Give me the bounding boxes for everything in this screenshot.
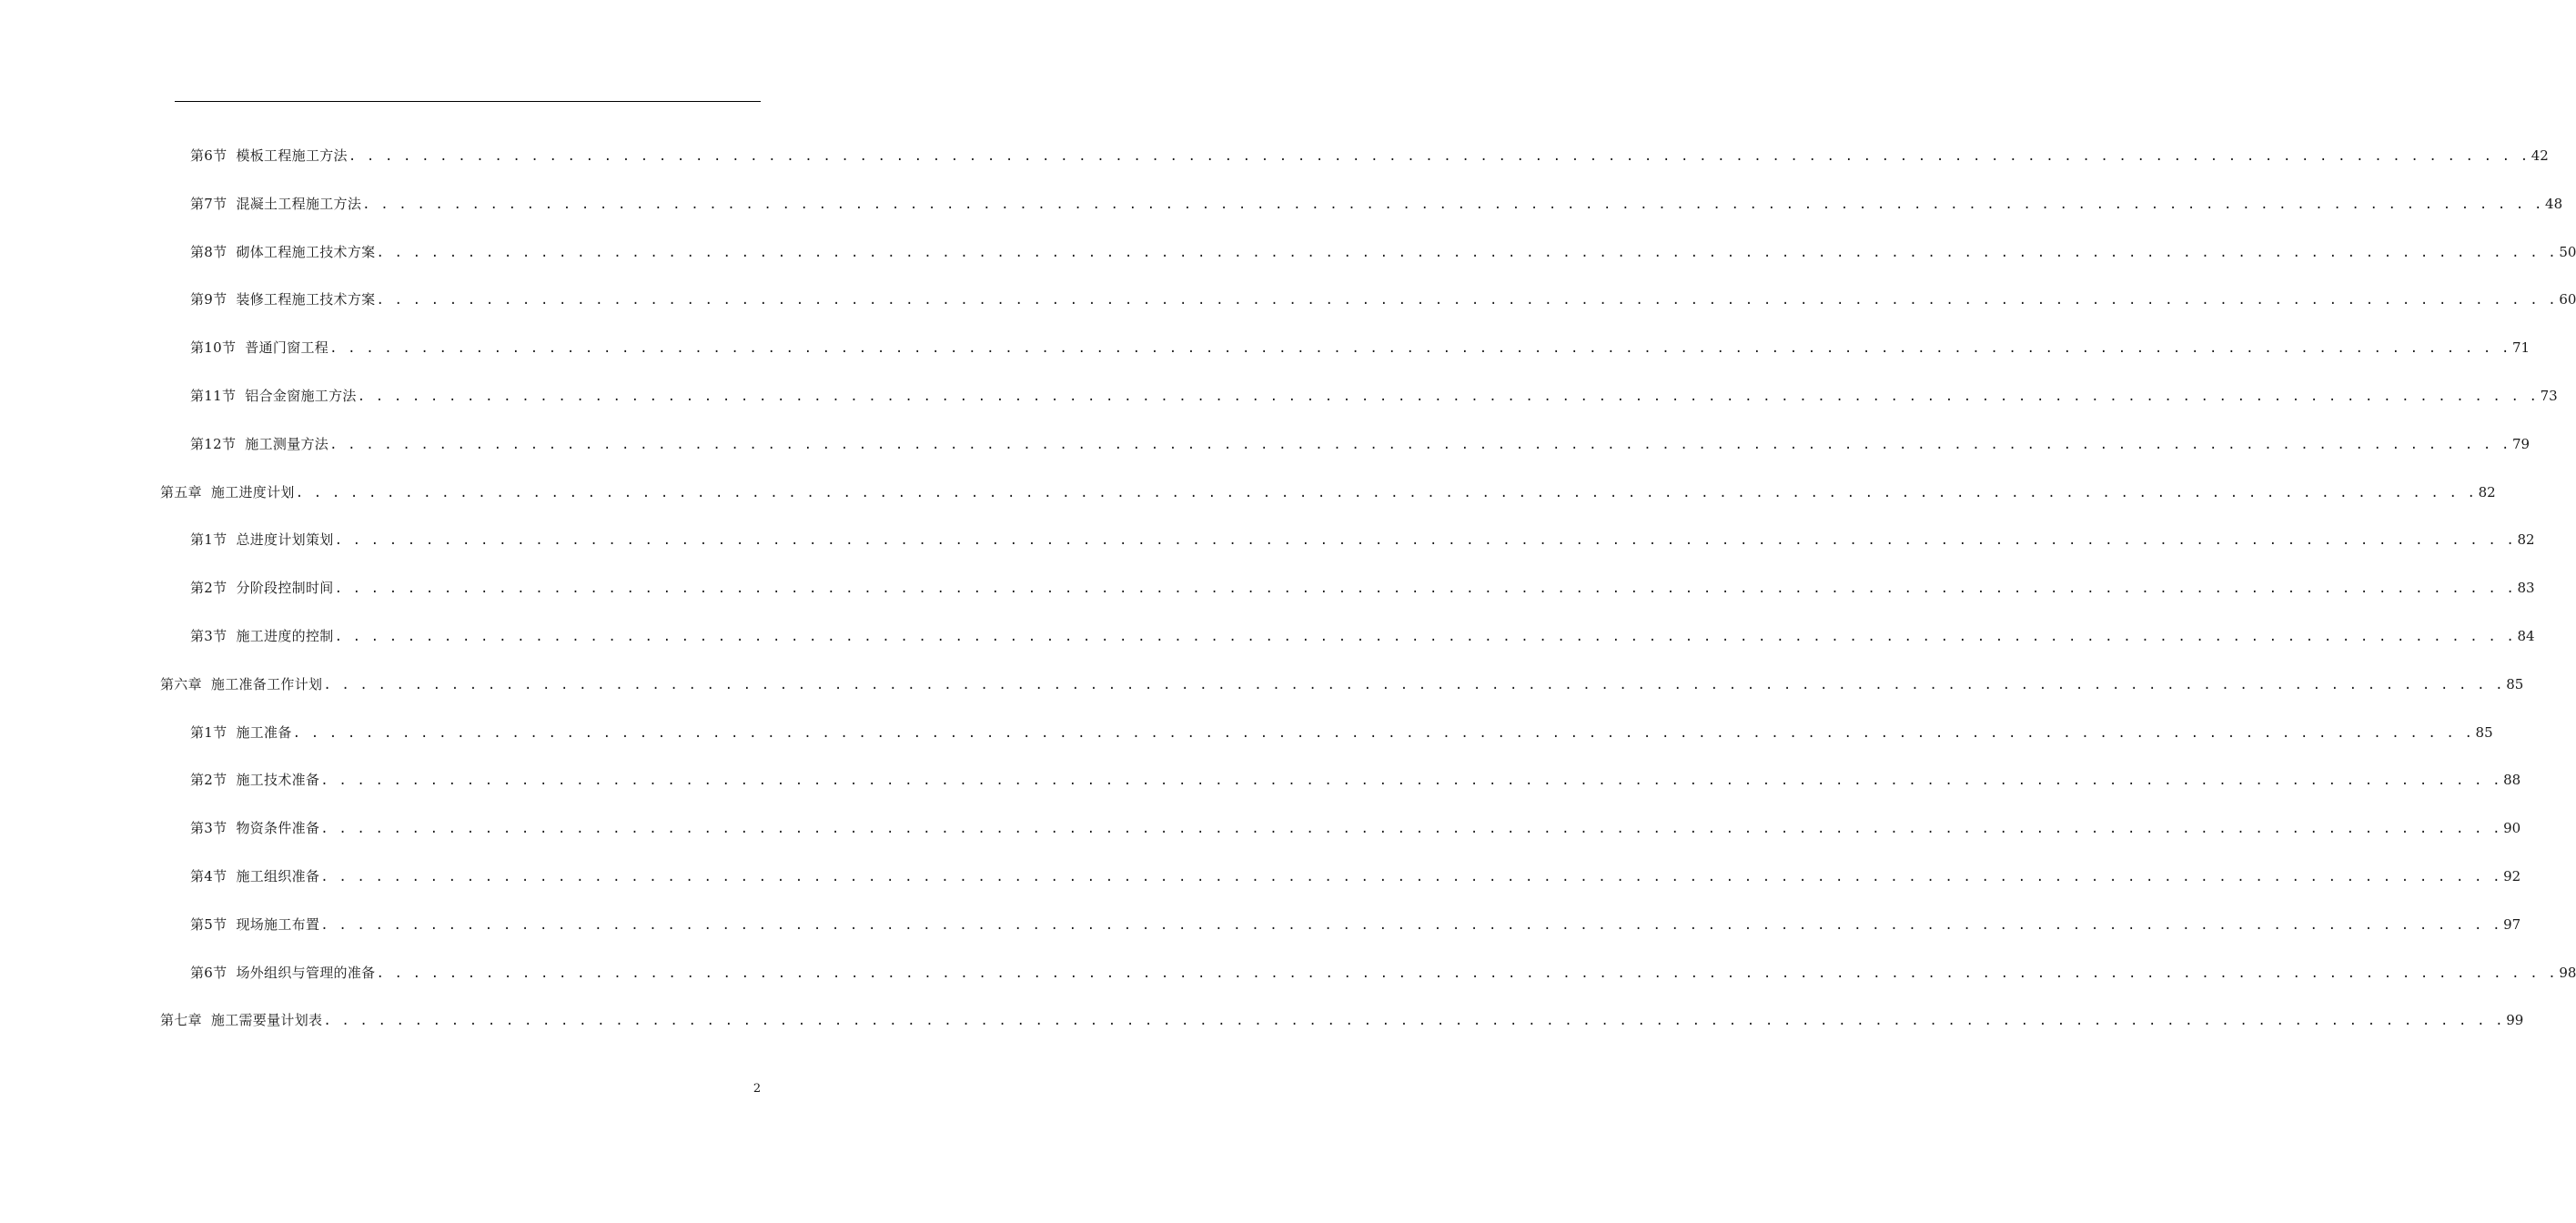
- toc-entry-page: 73: [2540, 388, 2558, 404]
- toc-entry-page: 84: [2517, 628, 2535, 644]
- toc-entry-number: 第12节: [190, 436, 237, 452]
- toc-entry-number: 第3节: [190, 820, 227, 836]
- toc-section-entry[interactable]: [190, 193, 2563, 215]
- toc-dot-leader: . . . . . . . . . . . . . . . . . . . . . . . . . . . . . . . . . . . . . . . . . . . . . . . . . . . . . . . . . . . . . . . . . . . . . . . . . . . . . . . . . . . . . . . . . . . . . . . . . . . . . . . . . . . . . . . . . . . . . . . .: [329, 438, 2510, 452]
- toc-entry-label: [190, 337, 328, 359]
- toc-entry-number: 第7节: [190, 196, 227, 212]
- toc-dot-leader: . . . . . . . . . . . . . . . . . . . . . . . . . . . . . . . . . . . . . . . . . . . . . . . . . . . . . . . . . . . . . . . . . . . . . . . . . . . . . . . . . . . . . . . . . . . . . . . . . . . . . . . . . . . . . . . . . . . . . . . .: [357, 389, 2539, 404]
- toc-entry-label: [190, 385, 357, 407]
- toc-entry-title: 普通门窗工程: [245, 339, 329, 356]
- toc-section-entry[interactable]: [190, 145, 2549, 167]
- toc-entry-page: 90: [2503, 820, 2521, 836]
- toc-dot-leader: . . . . . . . . . . . . . . . . . . . . . . . . . . . . . . . . . . . . . . . . . . . . . . . . . . . . . . . . . . . . . . . . . . . . . . . . . . . . . . . . . . . . . . . . . . . . . . . . . . . . . . . . . . . . . . . . . . . . . . . .: [292, 726, 2474, 741]
- toc-entry-number: 第3节: [190, 628, 227, 644]
- toc-entry-title: 施工准备工作计划: [210, 676, 323, 692]
- toc-entry-number: 第七章: [160, 1012, 202, 1028]
- toc-entry-title: 施工组织准备: [236, 868, 320, 884]
- toc-entry-page: 82: [2517, 531, 2535, 548]
- toc-dot-leader: . . . . . . . . . . . . . . . . . . . . . . . . . . . . . . . . . . . . . . . . . . . . . . . . . . . . . . . . . . . . . . . . . . . . . . . . . . . . . . . . . . . . . . . . . . . . . . . . . . . . . . . . . . . . . . . . . . . . . . . .: [320, 822, 2502, 836]
- toc-entry-title: 现场施工布置: [236, 916, 320, 933]
- toc-entry-label: [160, 481, 295, 503]
- toc-entry-number: 第2节: [190, 772, 227, 788]
- toc-entry-label: [190, 241, 375, 263]
- toc-entry-label: [190, 193, 361, 215]
- toc-dot-leader: . . . . . . . . . . . . . . . . . . . . . . . . . . . . . . . . . . . . . . . . . . . . . . . . . . . . . . . . . . . . . . . . . . . . . . . . . . . . . . . . . . . . . . . . . . . . . . . . . . . . . . . . . . . . . . . . . . . . . . . .: [362, 197, 2544, 212]
- toc-dot-leader: . . . . . . . . . . . . . . . . . . . . . . . . . . . . . . . . . . . . . . . . . . . . . . . . . . . . . . . . . . . . . . . . . . . . . . . . . . . . . . . . . . . . . . . . . . . . . . . . . . . . . . . . . . . . . . . . . . . . . . . .: [334, 581, 2516, 596]
- toc-dot-leader: . . . . . . . . . . . . . . . . . . . . . . . . . . . . . . . . . . . . . . . . . . . . . . . . . . . . . . . . . . . . . . . . . . . . . . . . . . . . . . . . . . . . . . . . . . . . . . . . . . . . . . . . . . . . . . . . . . . . . . . .: [334, 630, 2516, 644]
- toc-section-entry[interactable]: [190, 914, 2521, 935]
- toc-entry-title: 装修工程施工技术方案: [236, 291, 376, 308]
- toc-section-entry[interactable]: [190, 241, 2576, 263]
- toc-entry-page: 82: [2478, 484, 2496, 500]
- toc-entry-label: [190, 288, 375, 310]
- toc-entry-number: 第6节: [190, 147, 227, 164]
- toc-section-entry[interactable]: [190, 865, 2521, 887]
- toc-section-entry[interactable]: [190, 385, 2558, 407]
- toc-entry-number: 第4节: [190, 868, 227, 884]
- toc-entry-page: 88: [2503, 772, 2521, 788]
- toc-dot-leader: . . . . . . . . . . . . . . . . . . . . . . . . . . . . . . . . . . . . . . . . . . . . . . . . . . . . . . . . . . . . . . . . . . . . . . . . . . . . . . . . . . . . . . . . . . . . . . . . . . . . . . . . . . . . . . . . . . . . . . . .: [376, 293, 2558, 308]
- toc-entry-label: [190, 577, 334, 599]
- toc-entry-title: 施工需要量计划表: [210, 1012, 323, 1028]
- toc-entry-label: [190, 433, 328, 455]
- toc-entry-page: 99: [2506, 1012, 2524, 1028]
- toc-entry-label: [190, 722, 292, 743]
- toc-entry-number: 第2节: [190, 580, 227, 596]
- toc-entry-title: 施工测量方法: [245, 436, 329, 452]
- toc-entry-label: [190, 145, 348, 167]
- toc-entry-title: 施工准备: [236, 724, 292, 741]
- toc-dot-leader: . . . . . . . . . . . . . . . . . . . . . . . . . . . . . . . . . . . . . . . . . . . . . . . . . . . . . . . . . . . . . . . . . . . . . . . . . . . . . . . . . . . . . . . . . . . . . . . . . . . . . . . . . . . . . . . . . . . . . . . .: [320, 918, 2502, 933]
- toc-entry-title: 总进度计划策划: [236, 531, 334, 548]
- toc-dot-leader: . . . . . . . . . . . . . . . . . . . . . . . . . . . . . . . . . . . . . . . . . . . . . . . . . . . . . . . . . . . . . . . . . . . . . . . . . . . . . . . . . . . . . . . . . . . . . . . . . . . . . . . . . . . . . . . . . . . . . . . .: [323, 678, 2505, 692]
- toc-section-entry[interactable]: [190, 769, 2521, 791]
- toc-entry-label: [190, 529, 334, 551]
- toc-entry-title: 铝合金窗施工方法: [245, 388, 357, 404]
- toc-entry-title: 施工进度计划: [210, 484, 295, 500]
- toc-dot-leader: . . . . . . . . . . . . . . . . . . . . . . . . . . . . . . . . . . . . . . . . . . . . . . . . . . . . . . . . . . . . . . . . . . . . . . . . . . . . . . . . . . . . . . . . . . . . . . . . . . . . . . . . . . . . . . . . . . . . . . . .: [320, 773, 2502, 788]
- toc-entry-page: 85: [2475, 724, 2493, 741]
- toc-section-entry[interactable]: [190, 722, 2493, 743]
- toc-chapter-entry[interactable]: [160, 673, 2524, 695]
- toc-entry-page: 48: [2545, 196, 2563, 212]
- toc-entry-number: 第1节: [190, 531, 227, 548]
- toc-entry-label: [160, 1009, 322, 1031]
- toc-entry-title: 砌体工程施工技术方案: [236, 244, 376, 260]
- toc-section-entry[interactable]: [190, 288, 2576, 310]
- page-number: 2: [753, 1082, 762, 1096]
- toc-entry-label: [190, 817, 319, 839]
- toc-section-entry[interactable]: [190, 337, 2531, 359]
- toc-entry-number: 第10节: [190, 339, 237, 356]
- toc-dot-leader: . . . . . . . . . . . . . . . . . . . . . . . . . . . . . . . . . . . . . . . . . . . . . . . . . . . . . . . . . . . . . . . . . . . . . . . . . . . . . . . . . . . . . . . . . . . . . . . . . . . . . . . . . . . . . . . . . . . . . . . .: [376, 246, 2558, 260]
- toc-entry-label: [190, 625, 334, 647]
- toc-entry-label: [190, 769, 319, 791]
- toc-chapter-entry[interactable]: [160, 481, 2496, 503]
- toc-entry-page: 98: [2559, 965, 2576, 981]
- toc-entry-label: [190, 962, 375, 984]
- toc-dot-leader: . . . . . . . . . . . . . . . . . . . . . . . . . . . . . . . . . . . . . . . . . . . . . . . . . . . . . . . . . . . . . . . . . . . . . . . . . . . . . . . . . . . . . . . . . . . . . . . . . . . . . . . . . . . . . . . . . . . . . . . .: [348, 149, 2530, 164]
- toc-section-entry[interactable]: [190, 625, 2535, 647]
- toc-entry-title: 模板工程施工方法: [236, 147, 348, 164]
- toc-entry-page: 92: [2503, 868, 2521, 884]
- toc-dot-leader: . . . . . . . . . . . . . . . . . . . . . . . . . . . . . . . . . . . . . . . . . . . . . . . . . . . . . . . . . . . . . . . . . . . . . . . . . . . . . . . . . . . . . . . . . . . . . . . . . . . . . . . . . . . . . . . . . . . . . . . .: [323, 1014, 2505, 1028]
- toc-entry-page: 79: [2511, 436, 2531, 452]
- toc-entry-number: 第8节: [190, 244, 227, 260]
- toc-entry-label: [160, 673, 322, 695]
- toc-entry-title: 物资条件准备: [236, 820, 320, 836]
- toc-entry-title: 混凝土工程施工方法: [236, 196, 362, 212]
- toc-chapter-entry[interactable]: [160, 1009, 2524, 1031]
- toc-entry-title: 分阶段控制时间: [236, 580, 334, 596]
- toc-entry-page: 85: [2506, 676, 2524, 692]
- toc-section-entry[interactable]: [190, 817, 2521, 839]
- toc-entry-number: 第11节: [190, 388, 237, 404]
- toc-section-entry[interactable]: [190, 962, 2576, 984]
- toc-entry-number: 第六章: [160, 676, 202, 692]
- toc-entry-number: 第9节: [190, 291, 227, 308]
- toc-entry-number: 第6节: [190, 965, 227, 981]
- toc-entry-number: 第5节: [190, 916, 227, 933]
- toc-entry-title: 施工进度的控制: [236, 628, 334, 644]
- toc-entry-title: 施工技术准备: [236, 772, 320, 788]
- toc-section-entry[interactable]: [190, 433, 2531, 455]
- toc-dot-leader: . . . . . . . . . . . . . . . . . . . . . . . . . . . . . . . . . . . . . . . . . . . . . . . . . . . . . . . . . . . . . . . . . . . . . . . . . . . . . . . . . . . . . . . . . . . . . . . . . . . . . . . . . . . . . . . . . . . . . . . .: [329, 341, 2510, 356]
- toc-entry-page: 71: [2511, 339, 2531, 356]
- toc-entry-page: 97: [2503, 916, 2521, 933]
- toc-entry-page: 60: [2559, 291, 2576, 308]
- toc-entry-number: 第五章: [160, 484, 202, 500]
- toc-entry-label: [190, 914, 319, 935]
- toc-entry-page: 42: [2531, 147, 2549, 164]
- toc-dot-leader: . . . . . . . . . . . . . . . . . . . . . . . . . . . . . . . . . . . . . . . . . . . . . . . . . . . . . . . . . . . . . . . . . . . . . . . . . . . . . . . . . . . . . . . . . . . . . . . . . . . . . . . . . . . . . . . . . . . . . . . .: [295, 486, 2477, 500]
- toc-entry-title: 场外组织与管理的准备: [236, 965, 376, 981]
- toc-dot-leader: . . . . . . . . . . . . . . . . . . . . . . . . . . . . . . . . . . . . . . . . . . . . . . . . . . . . . . . . . . . . . . . . . . . . . . . . . . . . . . . . . . . . . . . . . . . . . . . . . . . . . . . . . . . . . . . . . . . . . . . .: [334, 533, 2516, 548]
- toc-entry-number: 第1节: [190, 724, 227, 741]
- toc-entry-label: [190, 865, 319, 887]
- toc-dot-leader: . . . . . . . . . . . . . . . . . . . . . . . . . . . . . . . . . . . . . . . . . . . . . . . . . . . . . . . . . . . . . . . . . . . . . . . . . . . . . . . . . . . . . . . . . . . . . . . . . . . . . . . . . . . . . . . . . . . . . . . .: [320, 870, 2502, 884]
- toc-section-entry[interactable]: [190, 577, 2535, 599]
- toc-section-entry[interactable]: [190, 529, 2535, 551]
- toc-entry-page: 83: [2517, 580, 2535, 596]
- toc-dot-leader: . . . . . . . . . . . . . . . . . . . . . . . . . . . . . . . . . . . . . . . . . . . . . . . . . . . . . . . . . . . . . . . . . . . . . . . . . . . . . . . . . . . . . . . . . . . . . . . . . . . . . . . . . . . . . . . . . . . . . . . .: [376, 966, 2558, 981]
- toc-entry-page: 50: [2559, 244, 2576, 260]
